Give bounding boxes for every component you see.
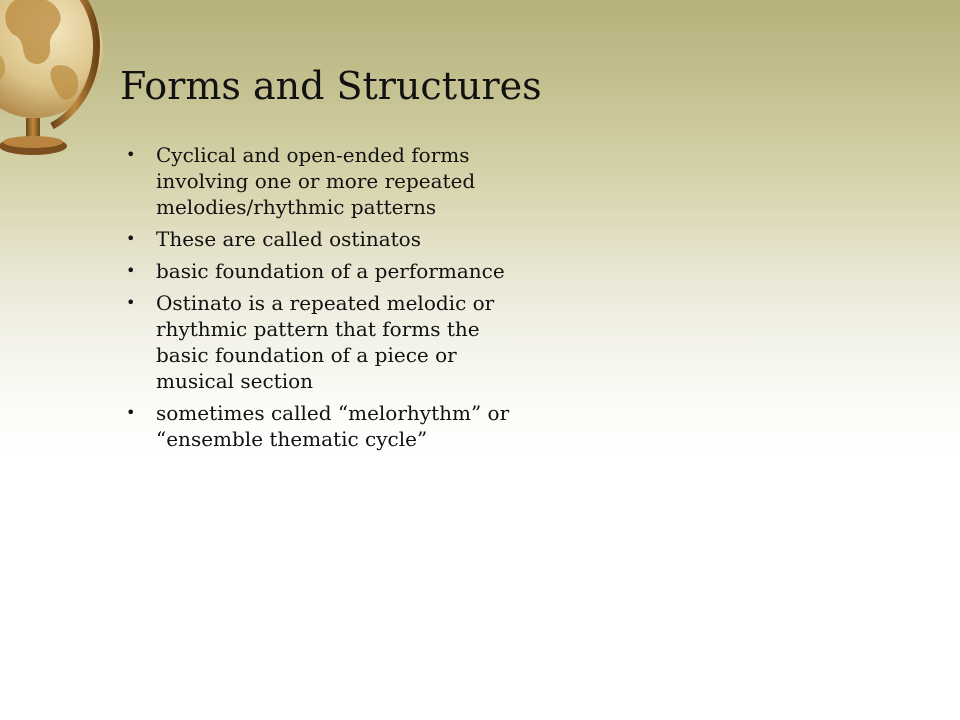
- bullet-item: [120, 290, 520, 394]
- bullet-dot: •: [126, 229, 136, 248]
- bullet-text: Ostinato is a repeated melodic or rhythmic pattern that forms the basic foundation of a piece or musical section: [156, 291, 495, 393]
- bullet-item: [120, 258, 520, 284]
- bullet-text: These are called ostinatos: [156, 227, 421, 251]
- bullet-dot: •: [126, 403, 136, 422]
- bullet-text: sometimes called “melorhythm” or “ensemble thematic cycle”: [156, 401, 510, 451]
- bullet-text: Cyclical and open-ended forms involving one or more repeated melodies/rhythmic patterns: [156, 143, 476, 219]
- bullet-list: [120, 142, 520, 458]
- bullet-dot: •: [126, 145, 136, 164]
- bullet-item: [120, 400, 520, 452]
- bullet-dot: •: [126, 293, 136, 312]
- bullet-text: basic foundation of a performance: [156, 259, 505, 283]
- bullet-item: [120, 226, 520, 252]
- bullet-dot: •: [126, 261, 136, 280]
- slide-title: Forms and Structures: [120, 64, 542, 108]
- globe-icon: [0, 0, 110, 160]
- bullet-item: [120, 142, 520, 220]
